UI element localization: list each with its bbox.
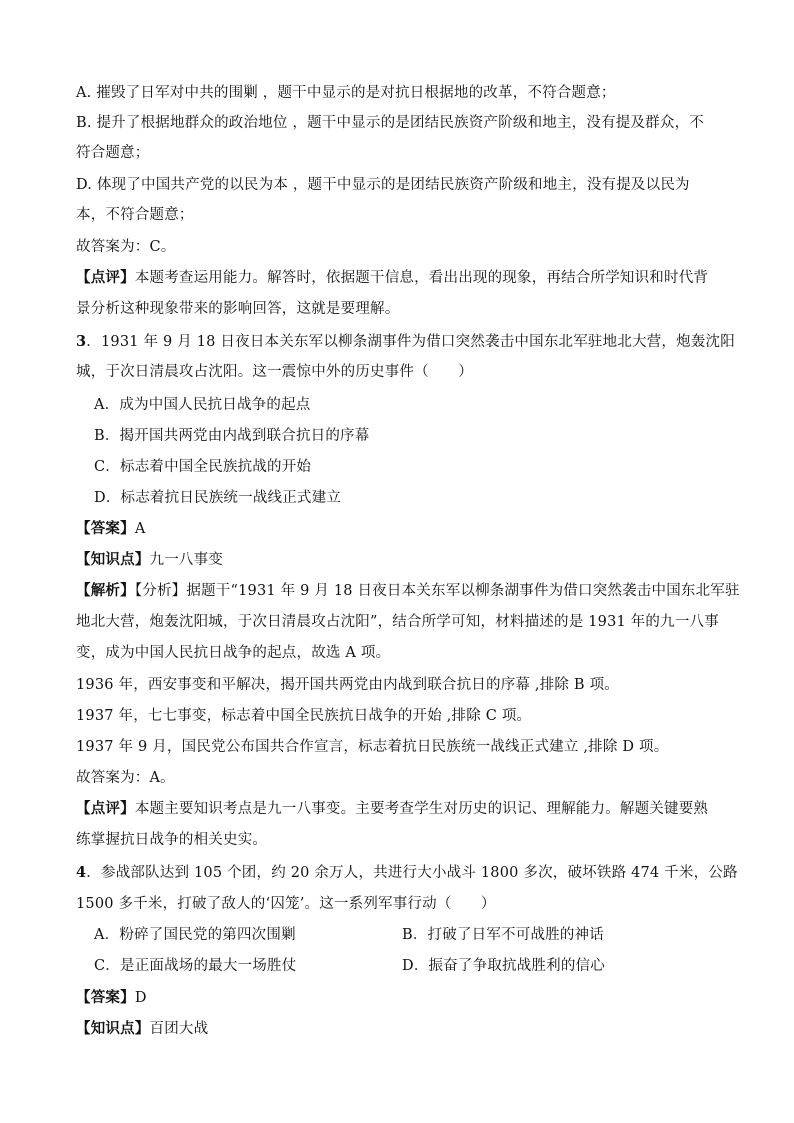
question-4-option-a: A．粉碎了国民党的第四次围剿 — [94, 927, 296, 943]
bracket-open: 【 — [76, 269, 91, 286]
question-4-option-d: D．振奋了争取抗战胜利的信心 — [402, 958, 605, 974]
option-a-explanation: A. 摧毁了日军对中共的围剿 ，题干中显示的是对抗日根据地的改革，不符合题意； — [76, 85, 616, 101]
question-4-option-b: B．打破了日军不可战胜的神话 — [402, 927, 604, 943]
answer-summary: 故答案为：C。 — [76, 239, 176, 255]
option-b-explanation: B. 提升了根据地群众的政治地位 ，题干中显示的是团结民族资产阶级和地主，没有提及群众，不 — [76, 115, 704, 131]
comment-line-cont: 景分析这种现象带来的影响回答，这就是要理解。 — [76, 301, 400, 317]
question-3-stem-cont: 城，于次日清晨攻占沈阳。这一震惊中外的历史事件（ ） — [76, 364, 473, 380]
bracket-open: 【 — [76, 520, 91, 537]
question-3-option-c: C．标志着中国全民族抗战的开始 — [94, 459, 312, 475]
bracket-open: 【 — [76, 989, 91, 1006]
analysis-line-6: 1937 年 9 月，国民党公布国共合作宣言，标志着抗日民族统一战线正式建立 ,排除 D 项。 — [76, 739, 669, 755]
comment-tag: 点评 — [90, 800, 121, 817]
option-b-explanation-cont: 符合题意； — [76, 145, 150, 161]
question-4-stem — [76, 863, 738, 883]
analysis-tag: 解析 — [90, 582, 121, 599]
question-3-number: 3 — [76, 333, 87, 350]
answer-value: D — [134, 990, 147, 1006]
bracket-open: 【 — [134, 583, 143, 599]
question-3-option-b: B．揭开国共两党由内战到联合抗日的序幕 — [94, 428, 370, 444]
analysis-text: 据题干“1931 年 9 月 18 日夜日本关东军以柳条湖事件为借口突然袭击中国东北军驻 — [186, 583, 740, 599]
analysis-line-3: 变，成为中国人民抗日战争的起点，故选 A 项。 — [76, 645, 391, 661]
question-4-text: ．参战部队达到 105 个团，约 20 余万人，共进行大小战斗 1800 多次，破坏铁路 474 千米，公路 — [86, 865, 738, 881]
analysis-line-2: 地北大营，炮轰沈阳城，于次日清晨攻占沈阳”，结合所学可知，材料描述的是 1931 年的九一八事 — [76, 614, 719, 630]
question-4-knowledge-point — [76, 1019, 208, 1039]
comment-tag: 点评 — [90, 269, 121, 286]
bracket-close: 】 — [134, 551, 150, 568]
question-4-stem-cont: 1500 多千米，打破了敌人的‘囚笼’。这一系列军事行动（ ） — [76, 896, 496, 912]
knowledge-value: 百团大战 — [149, 1021, 209, 1037]
bracket-close: 】 — [171, 583, 187, 599]
question-4-options-row-1 — [94, 925, 296, 945]
answer-tag: 答案 — [90, 520, 121, 537]
option-d-explanation: D. 体现了中国共产党的以民为本 ，题干中显示的是团结民族资产阶级和地主，没有提及以民为 — [76, 177, 690, 193]
analysis-line-5: 1937 年，七七事变，标志着中国全民族抗日战争的开始 ,排除 C 项。 — [76, 708, 532, 724]
bracket-open: 【 — [76, 1020, 91, 1037]
bracket-close: 】 — [134, 1020, 150, 1037]
option-d-explanation-cont: 本，不符合题意； — [76, 207, 194, 223]
question-3-text: ．1931 年 9 月 18 日夜日本关东军以柳条湖事件为借口突然袭击中国东北军驻地北大营，炮轰沈阳 — [86, 334, 735, 350]
knowledge-tag: 知识点 — [90, 551, 135, 568]
question-3-knowledge-point — [76, 550, 223, 570]
answer-value: A — [134, 521, 146, 537]
bracket-open: 【 — [76, 551, 91, 568]
bracket-close: 】 — [120, 989, 135, 1006]
sub-analysis-tag: 分析 — [142, 583, 172, 599]
question-3-stem — [76, 332, 735, 352]
analysis-line-4: 1936 年，西安事变和平解决，揭开国共两党由内战到联合抗日的序幕 ,排除 B 项。 — [76, 677, 619, 693]
question-3-option-a: A．成为中国人民抗日战争的起点 — [94, 397, 311, 413]
bracket-close: 】 — [120, 800, 135, 817]
bracket-close: 】 — [120, 269, 135, 286]
question-3-comment-cont: 练掌握抗日战争的相关史实。 — [76, 832, 268, 848]
comment-text: 本题主要知识考点是九一八事变。主要考查学生对历史的识记、理解能力。解题关键要熟 — [134, 801, 709, 817]
question-3-option-d: D．标志着抗日民族统一战线正式建立 — [94, 490, 342, 506]
question-3-answer — [76, 519, 145, 539]
bracket-close: 】 — [120, 582, 135, 599]
question-3-final-answer: 故答案为：A。 — [76, 770, 175, 786]
knowledge-value: 九一八事变 — [149, 552, 224, 568]
question-3-analysis — [76, 581, 740, 601]
comment-text: 本题考查运用能力。解答时，依据题干信息，看出出现的现象，再结合所学知识和时代背 — [134, 270, 709, 286]
question-4-option-c: C．是正面战场的最大一场胜仗 — [94, 958, 297, 974]
comment-line — [76, 268, 708, 288]
question-4-number: 4 — [76, 864, 87, 881]
bracket-open: 【 — [76, 800, 91, 817]
bracket-close: 】 — [120, 520, 135, 537]
knowledge-tag: 知识点 — [90, 1020, 135, 1037]
bracket-open: 【 — [76, 582, 91, 599]
answer-tag: 答案 — [90, 989, 121, 1006]
question-4-answer — [76, 988, 147, 1008]
question-3-comment — [76, 799, 708, 819]
